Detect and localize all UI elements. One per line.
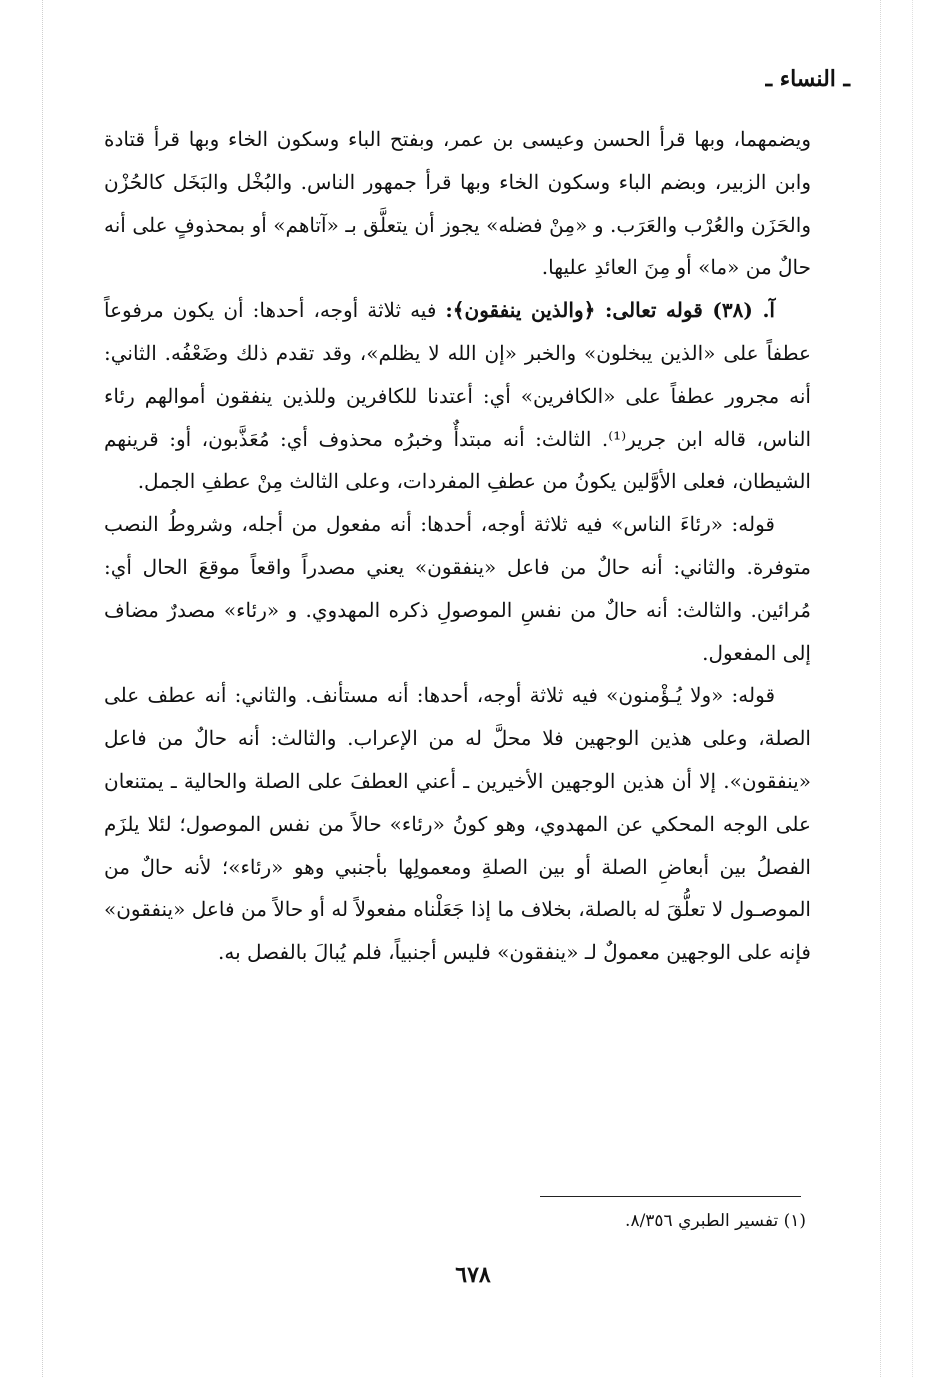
paragraph-4 <box>104 674 811 974</box>
scan-border-left <box>42 0 43 1377</box>
paragraph-1-text: ويضمهما، وبها قرأ الحسن وعيسى بن عمر، وبفتح الباء وسكون الخاء وبها قرأ قتادة وابن الزبير، وبضم الباء وسكون الخاء وبها قرأ جمهور الناس. والبُخْل والبَخَل كالحُزْن والحَزَن والعُرْب والعَرَب. و «مِنْ فضله» يجوز أن يتعلَّق بـ «آتاهم» أو بمحذوفٍ على أنه حالٌ من «ما» أو مِنَ العائدِ عليها. <box>104 127 811 280</box>
scan-border-right-outer <box>912 0 913 1377</box>
page-number: ٦٧٨ <box>455 1262 491 1288</box>
scan-border-right <box>880 0 881 1377</box>
paragraph-3 <box>104 503 811 674</box>
verse-heading: آ. (٣٨) قوله تعالى: ﴿والذين ينفقون﴾: <box>445 298 775 323</box>
paragraph-2-text: فيه ثلاثة أوجه، أحدها: أن يكون مرفوعاً عطفاً على «الذين يبخلون» والخبر «إن الله لا يظلم»، وقد تقدم ذلك وضَعْفُه. الثاني: أنه مجرور عطفاً على «الكافرين» أي: أعتدنا للكافرين وللذين ينفقون أموالهم رئاء الناس، قاله ابن جرير⁽¹⁾. الثالث: أنه مبتدأٌ وخبرُه محذوف أي: مُعَذَّبون، أو: قرينهم الشيطان، فعلى الأوَّلين يكونُ من عطفِ المفردات، وعلى الثالث مِنْ عطفِ الجمل. <box>104 298 812 494</box>
paragraph-1 <box>104 118 811 289</box>
paragraph-4-text: قوله: «ولا يُـؤْمنون» فيه ثلاثة أوجه، أحدها: أنه مستأنف. والثاني: أنه عطف على الصلة، وعلى هذين الوجهين فلا محلَّ له من الإعراب. والثالث: أنه حالٌ من فاعل «ينفقون». إلا أن هذين الوجهين الأخيرين ـ أعني العطفَ على الصلة والحالية ـ يمتنعان على الوجه المحكي عن المهدوي، وهو كونُ «رئاء» حالاً من نفس الموصول؛ لئلا يلزَم الفصلُ بين أبعاضِ الصلة أو بين الصلةِ ومعمولِها بأجنبي وهو «رئاء»؛ لأنه حالٌ من الموصـول لا تعلُّقَ له بالصلة، بخلاف ما إذا جَعَلْناه مفعولاً له أو حالاً من فاعل «ينفقون» فإنه على الوجهين معمولٌ لـ «ينفقون» فليس أجنبياً، فلم يُبالَ بالفصل به. <box>104 683 811 965</box>
footnote-divider <box>540 1196 801 1197</box>
footnote: (١) تفسير الطبري ٨/٣٥٦. <box>625 1211 806 1231</box>
paragraph-3-text: قوله: «رئاءَ الناس» فيه ثلاثة أوجه، أحدها: أنه مفعول من أجله، وشروطُ النصب متوفرة. والثاني: أنه حالٌ من فاعل «ينفقون» يعني مصدراً واقعاً موقعَ الحال أي: مُرائين. والثالث: أنه حالٌ من نفسِ الموصولِ ذكره المهدوي. و «رئاء» مصدرٌ مضاف إلى المفعول. <box>104 512 811 665</box>
main-text <box>104 118 811 974</box>
paragraph-2 <box>104 289 811 503</box>
running-header: ـ النساء ـ <box>765 66 850 92</box>
